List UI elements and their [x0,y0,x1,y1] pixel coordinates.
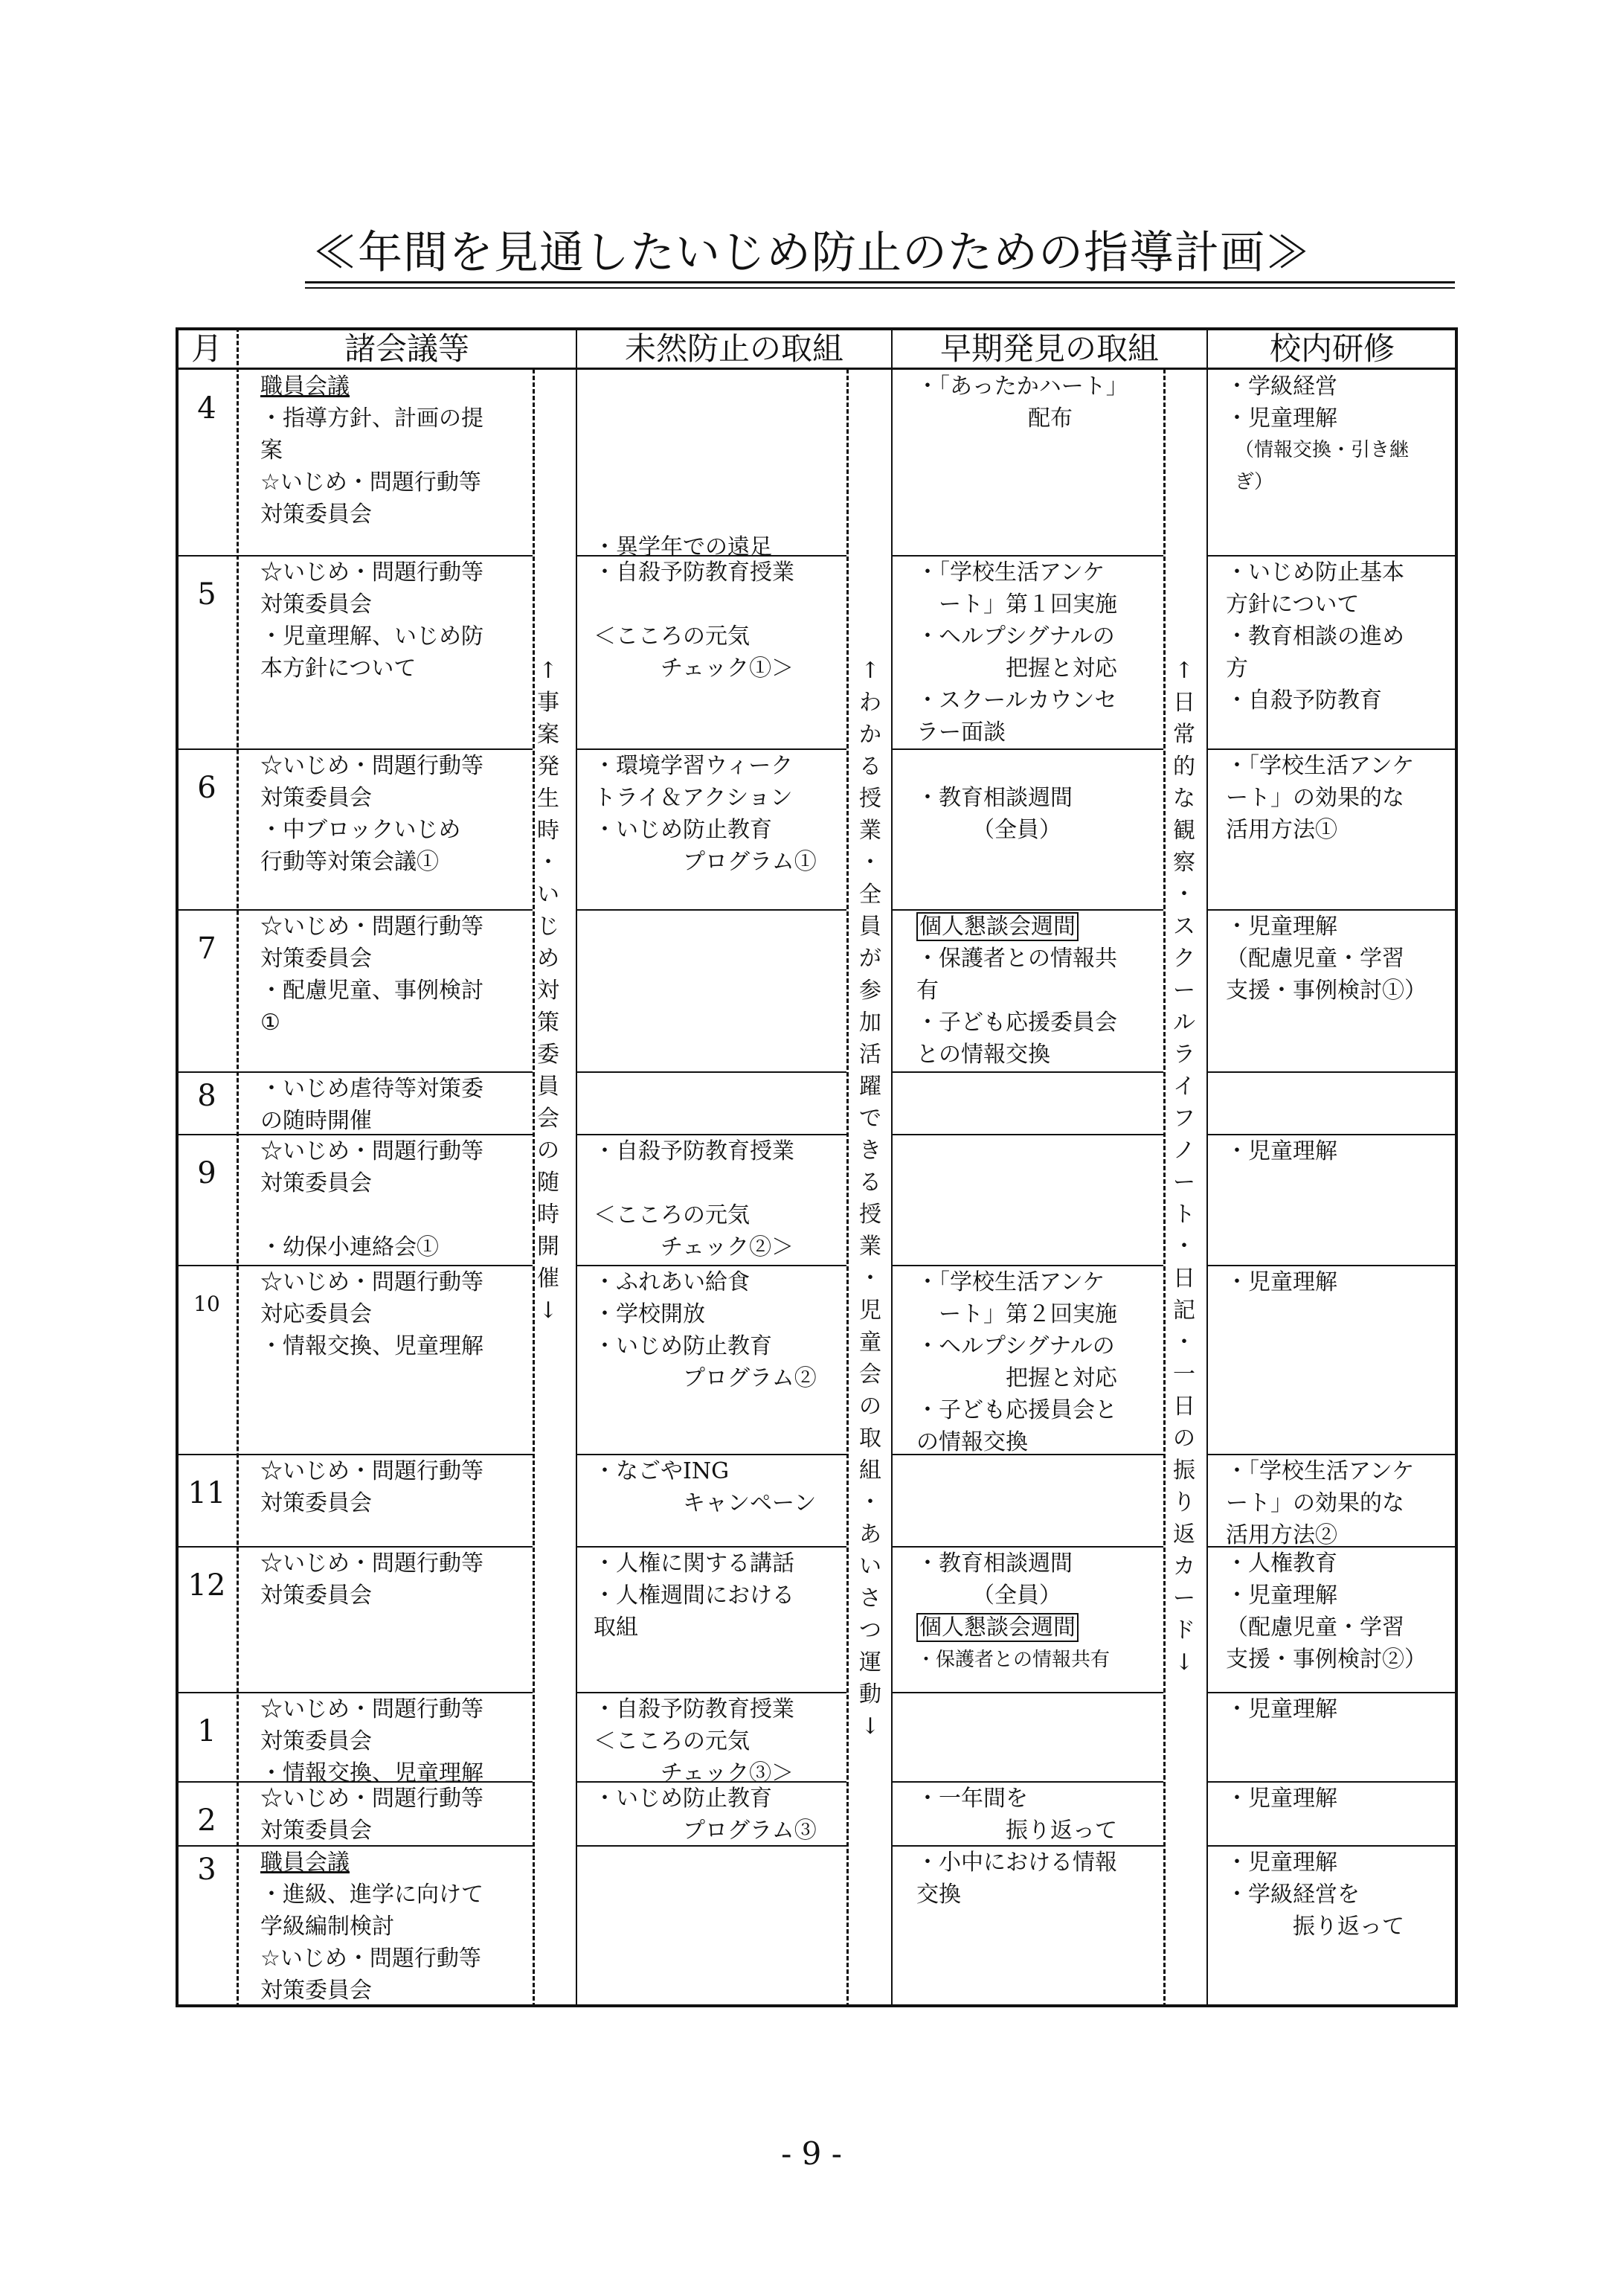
early-cell: ・保護者との情報共 有 ・子ども応援委員会 との情報交換 [916,946,1117,1068]
training-cell: ・「学校生活アンケ ート」の効果的な 活用方法② [1226,1458,1415,1548]
month-label: 5 [197,577,216,612]
month-label: 3 [197,1853,216,1887]
month-label: 8 [197,1079,216,1113]
header-month: 月 [190,330,222,367]
training-cell: ・児童理解 [1226,1269,1337,1295]
prevention-cell: ・異学年での遠足 [594,534,772,560]
column-divider-meetings [576,327,577,2007]
early-cell: ・教育相談週間 （全員） [916,785,1073,843]
month-label: 1 [197,1714,216,1748]
column-divider-vertical-3 [1163,369,1166,2007]
training-note: （情報交換・引き継 ぎ） [1235,439,1410,493]
training-cell: ・児童理解 （配慮児童・学習 支援・事例検討①） [1226,914,1427,1004]
header-prevention: 未然防止の取組 [624,330,843,367]
meeting-heading: 職員会議 [260,373,350,400]
month-label: 10 [193,1292,220,1316]
header-meetings: 諸会議等 [344,330,469,367]
month-label: 6 [197,771,216,805]
prevention-cell: ・自殺予防教育授業 ＜こころの元気 チェック①＞ [594,559,794,682]
prevention-cell: ・いじめ防止教育 プログラム③ [594,1786,817,1844]
month-label: 2 [197,1803,216,1838]
early-cell: ・一年間を 振り返って [916,1786,1117,1844]
meetings-cell: ☆いじめ・問題行動等 対策委員会 ・児童理解、いじめ防 本方針について [260,559,483,682]
training-cell: ・いじめ防止基本 方針について ・教育相談の進め 方 ・自殺予防教育 [1226,559,1404,714]
row-divider [893,1071,1163,1073]
prevention-cell: ・人権に関する講話 ・人権週間における 取組 [594,1551,794,1641]
prevention-cell: ・ふれあい給食 ・学校開放 ・いじめ防止教育 プログラム② [594,1269,817,1391]
meetings-cell: ☆いじめ・問題行動等 対策委員会 ・中ブロックいじめ 行動等対策会議① [260,753,483,875]
column-divider-prevention [891,327,893,2007]
row-divider [893,1134,1163,1135]
meetings-cell: ☆いじめ・問題行動等 対策委員会 ・配慮児童、事例検討 ① [260,914,483,1036]
training-cell: ・学級経営 ・児童理解 [1226,373,1337,432]
meetings-cell: ・指導方針、計画の提 案 ☆いじめ・問題行動等 対策委員会 [260,405,483,527]
meetings-cell: ・いじめ虐待等対策委 の随時開催 [260,1076,483,1134]
title-underline [305,281,1455,283]
early-cell: ・小中における情報 交換 [916,1850,1117,1908]
row-divider [893,1692,1163,1693]
meeting-heading: 職員会議 [260,1850,350,1876]
header-training: 校内研修 [1269,330,1395,367]
title-underline-second [305,287,1455,289]
vertical-text-daily-observation: ↑ 日 常 的 な 観 察 ・ ス ク ー ル ラ イ フ ノ ー ト ・ 日 記 ・ 一 日 の 振 り 返 カ ー ド ↓ [1173,658,1195,1675]
month-label: 7 [197,931,216,966]
boxed-label: 個人懇談会週間 [916,912,1079,941]
page-title: ≪年間を見通したいじめ防止のための指導計画≫ [312,227,1311,279]
prevention-cell: ・自殺予防教育授業 ＜こころの元気 チェック③＞ [594,1696,794,1786]
vertical-text-classes-activities: ↑ わ か る 授 業 ・ 全 員 が 参 加 活 躍 で き る 授 業 ・ 児 童 会 の 取 組 ・ あ い さ つ 運 動 ↓ [859,658,881,1739]
meetings-cell: ☆いじめ・問題行動等 対策委員会 ・情報交換、児童理解 [260,1696,483,1786]
boxed-label: 個人懇談会週間 [916,1613,1079,1642]
column-divider-month [237,327,239,2007]
early-cell: ・「学校生活アンケ ート」第１回実施 ・ヘルプシグナルの 把握と対応 ・スクールカウンセ ラー面談 [916,559,1117,745]
meetings-cell: ☆いじめ・問題行動等 対応委員会 ・情報交換、児童理解 [260,1269,483,1359]
vertical-text-incident-committee: ↑ 事 案 発 生 時 ・ い じ め 対 策 委 員 会 の 随 時 開 催 ↓ [537,658,559,1324]
prevention-cell: ・環境学習ウィーク トライ＆アクション ・いじめ防止教育 プログラム① [594,753,817,875]
page-number: - 9 - [781,2135,842,2172]
month-label: 12 [187,1568,226,1603]
early-cell: ・「学校生活アンケ ート」第２回実施 ・ヘルプシグナルの 把握と対応 ・子ども応援員会と の情報交換 [916,1269,1117,1455]
month-label: 9 [197,1156,216,1190]
month-label: 11 [187,1476,226,1510]
early-heading [916,911,1079,943]
row-divider [577,1071,846,1073]
early-cell: ・教育相談週間 （全員） [916,1551,1073,1609]
training-cell: ・児童理解 [1226,1138,1337,1164]
early-cell: ・「あったかハート」 配布 [916,373,1128,432]
column-divider-early [1206,327,1208,2007]
column-divider-vertical-2 [846,369,849,2007]
meetings-cell: ☆いじめ・問題行動等 対策委員会 [260,1458,483,1516]
row-divider [1208,1071,1458,1073]
header-early-detection: 早期発見の取組 [939,330,1159,367]
training-cell: ・人権教育 ・児童理解 （配慮児童・学習 支援・事例検討②） [1226,1551,1427,1673]
meetings-cell: ☆いじめ・問題行動等 対策委員会 [260,1551,483,1609]
month-label: 4 [197,391,216,426]
meetings-cell: ☆いじめ・問題行動等 対策委員会 [260,1786,483,1844]
header-divider [176,368,1458,370]
training-cell: ・児童理解 ・学級経営を 振り返って [1226,1850,1404,1940]
early-heading [916,1612,1079,1644]
row-divider [577,909,846,911]
meetings-cell: ☆いじめ・問題行動等 対策委員会 ・幼保小連絡会① [260,1138,483,1260]
training-cell: ・「学校生活アンケ ート」の効果的な 活用方法① [1226,753,1415,843]
early-note: ・保護者との情報共有 [916,1649,1111,1671]
training-cell: ・児童理解 [1226,1786,1337,1812]
training-cell: ・児童理解 [1226,1696,1337,1722]
meetings-cell: ・進級、進学に向けて 学級編制検討 ☆いじめ・問題行動等 対策委員会 [260,1882,483,2004]
prevention-cell: ・自殺予防教育授業 ＜こころの元気 チェック②＞ [594,1138,794,1260]
prevention-cell: ・なごやING キャンペーン [594,1458,817,1516]
